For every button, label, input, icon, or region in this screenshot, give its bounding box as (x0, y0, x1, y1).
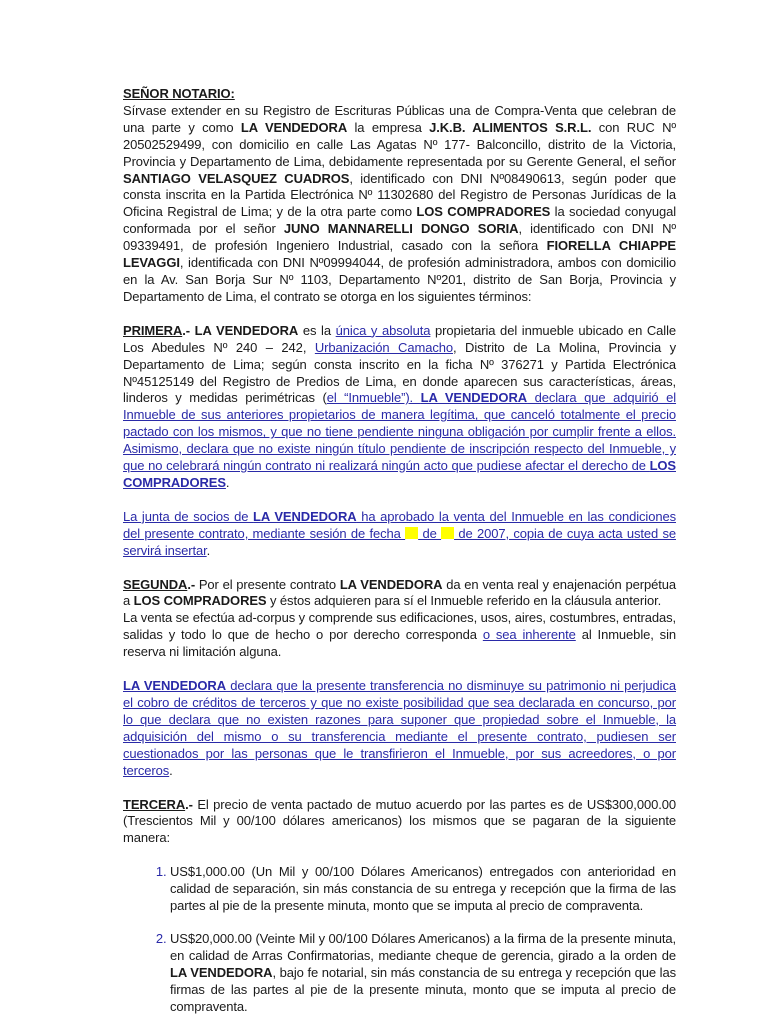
document-page (123, 86, 676, 1032)
clause-tercera (123, 797, 676, 848)
clause-separator: .- (187, 576, 199, 592)
declara-paragraph (123, 678, 676, 779)
payment-list (123, 864, 676, 1015)
list-item (170, 931, 676, 1016)
intro-text-1: Sírvase extender en su Registro de Escrituras Públicas una de Compra-Venta que celebran de una parte y como (123, 102, 676, 135)
payment-2-text-2: , bajo fe notarial, sin más constancia de su entrega y recepción que las firmas de las partes al pie de la presente minuta, monto que se imputa al precio de compraventa. (170, 964, 676, 1014)
manager-name: SANTIAGO VELASQUEZ CUADROS (123, 170, 350, 186)
party-vendedora: LA VENDEDORA (253, 508, 357, 524)
revision-link-unica[interactable]: única y absoluta (335, 322, 431, 338)
primera-text-4: . (225, 474, 230, 490)
revision-link-urbanizacion[interactable]: Urbanización Camacho (314, 339, 453, 355)
segunda-text-3: y éstos adquieren para sí el Inmueble referido en la cláusula anterior. (266, 593, 662, 609)
primera-text-1: es la (298, 322, 336, 338)
intro-text-3: con RUC Nº 20502529499, con domicilio en calle Las Agatas Nº 177- Balconcillo, distrito de la Victoria, Provincia y Departamento de Lima, debidamente representada por su Gerente General, el señor (123, 119, 677, 169)
primera-text-2: propietaria del inmueble ubicado en Calle Los Abedules Nº 240 – 242, (123, 322, 677, 355)
intro-text-2: la empresa (347, 119, 430, 135)
intro-text-6: , identificado con DNI Nº 09339491, de profesión Ingeniero Industrial, casado con la señora (123, 221, 677, 254)
junta-text-2: ha aprobado la venta del Inmueble en las condiciones del presente contrato, mediante sesión de fecha (123, 508, 676, 541)
party-compradores: LOS COMPRADORES (416, 204, 551, 220)
party-vendedora: LA VENDEDORA (194, 322, 299, 338)
declara-text-2: . (169, 762, 173, 778)
payment-2-text-1: US$20,000.00 (Veinte Mil y 00/100 Dólares Americanos) a la firma de la presente minuta, en calidad de Arras Confirmatorias, mediante cheque de gerencia, girado a la orden de (170, 930, 676, 963)
intro-paragraph (123, 86, 676, 306)
tercera-text-1: El precio de venta pactado de mutuo acuerdo por las partes es de US$300,000.00 (Trescientos Mil y 00/100 dólares americanos) los mismos que se pagaran de la siguiente manera: (123, 796, 676, 846)
intro-text-5: la sociedad conyugal conformada por el señor (123, 204, 676, 237)
highlight-blank-month (441, 527, 454, 539)
segunda-text-4: La venta se efectúa ad-corpus y comprende sus edificaciones, usos, aires, costumbres, entradas, salidas y todo lo que de hecho o por derecho corresponda (123, 610, 676, 643)
clause-primera-label: PRIMERA (123, 322, 183, 338)
segunda-text-5: al Inmueble, sin reserva ni limitación alguna. (123, 627, 676, 660)
junta-text-1: La junta de socios de (123, 508, 254, 524)
junta-text-3: de (418, 525, 442, 541)
clause-segunda (123, 577, 676, 662)
party-compradores: LOS COMPRADORES (133, 593, 267, 609)
junta-text-5: . (206, 542, 211, 558)
buyer-2-name: FIORELLA CHIAPPE LEVAGGI (123, 238, 676, 271)
clause-primera (123, 323, 676, 492)
declara-text-1: declara que la presente transferencia no disminuye su patrimonio ni perjudica el cobro de créditos de terceros y que no existe posibilidad que sea declarada en concurso, por lo que declara que no existen razones para suponer que propiedad sobre el Inmueble, la adquisición del mismo o su transferencia mediante el presente contrato, pudiesen ser cuestionados por las personas que le transfirieron el Inmueble, por sus acreedores, o por terceros (123, 678, 676, 778)
clause-separator: .- (185, 796, 198, 812)
party-vendedora: LA VENDEDORA (123, 678, 227, 694)
intro-text-4: , identificado con DNI Nº08490613, según poder que consta inscrita en la Partida Electrónica Nº 11302680 del Registro de Personas Jurídicas de la Oficina Registral de Lima; y de la otra parte como (123, 170, 676, 220)
revision-text-declara: declara que adquirió el Inmueble de sus anteriores propietarios de manera legítima, que canceló totalmente el precio pactado con los mismos, y que no tiene pendiente ninguna obligación por cumplir frente a ellos. Asimismo, declara que no existe ningún título pendiente de inscripción respecto del Inmueble, y que no celebrará ningún contrato ni realizará ningún acto que pudiese afectar el derecho de (123, 390, 677, 474)
clause-tercera-label: TERCERA (123, 796, 186, 812)
revision-link-declara[interactable] (123, 678, 676, 778)
highlight-blank-day (405, 527, 418, 539)
intro-text-7: , identificada con DNI Nº09994044, de profesión administradora, ambos con domicilio en la Av. San Borja Sur Nº 1103, Departamento Nº201, distrito de San Borja, Provincia y Departamento de Lima, el contrato se otorga en los siguientes términos: (123, 255, 676, 304)
clause-segunda-label: SEGUNDA (123, 576, 188, 592)
segunda-text-1: Por el presente contrato (198, 576, 340, 592)
junta-paragraph (123, 509, 676, 560)
list-item (170, 864, 676, 915)
primera-text-3: , Distrito de La Molina, Provincia y Departamento de Lima; según consta inscrito en la ficha Nº 376271 y Partida Electrónica Nº45125149 del Registro de Predios de Lima, en donde aparecen sus características, áreas, linderos y medidas perimétricas ( (123, 339, 676, 406)
revision-text-inmueble: el “Inmueble”). (326, 390, 421, 406)
heading: SEÑOR NOTARIO: (123, 86, 235, 101)
company-name: J.K.B. ALIMENTOS S.R.L. (429, 119, 592, 135)
party-vendedora: LA VENDEDORA (240, 119, 348, 135)
clause-separator: .- (182, 322, 195, 338)
buyer-1-name: JUNO MANNARELLI DONGO SORIA (283, 221, 519, 237)
segunda-text-2: da en venta real y enajenación perpétua a (123, 576, 677, 609)
junta-text-4: de 2007, copia de cuya acta usted se servirá insertar (123, 525, 676, 558)
revision-link-inherente[interactable]: o sea inherente (482, 627, 576, 643)
party-vendedora: LA VENDEDORA (339, 576, 443, 592)
party-vendedora: LA VENDEDORA (170, 964, 273, 980)
party-vendedora: LA VENDEDORA (420, 390, 528, 406)
payment-1-text: US$1,000.00 (Un Mil y 00/100 Dólares Americanos) entregados con anterioridad en calidad de separación, sin más constancia de su entrega y recepción que la firma de las partes al pie de la presente minuta, monto que se imputa al precio de compraventa. (170, 864, 676, 914)
party-compradores: LOS COMPRADORES (123, 458, 676, 490)
